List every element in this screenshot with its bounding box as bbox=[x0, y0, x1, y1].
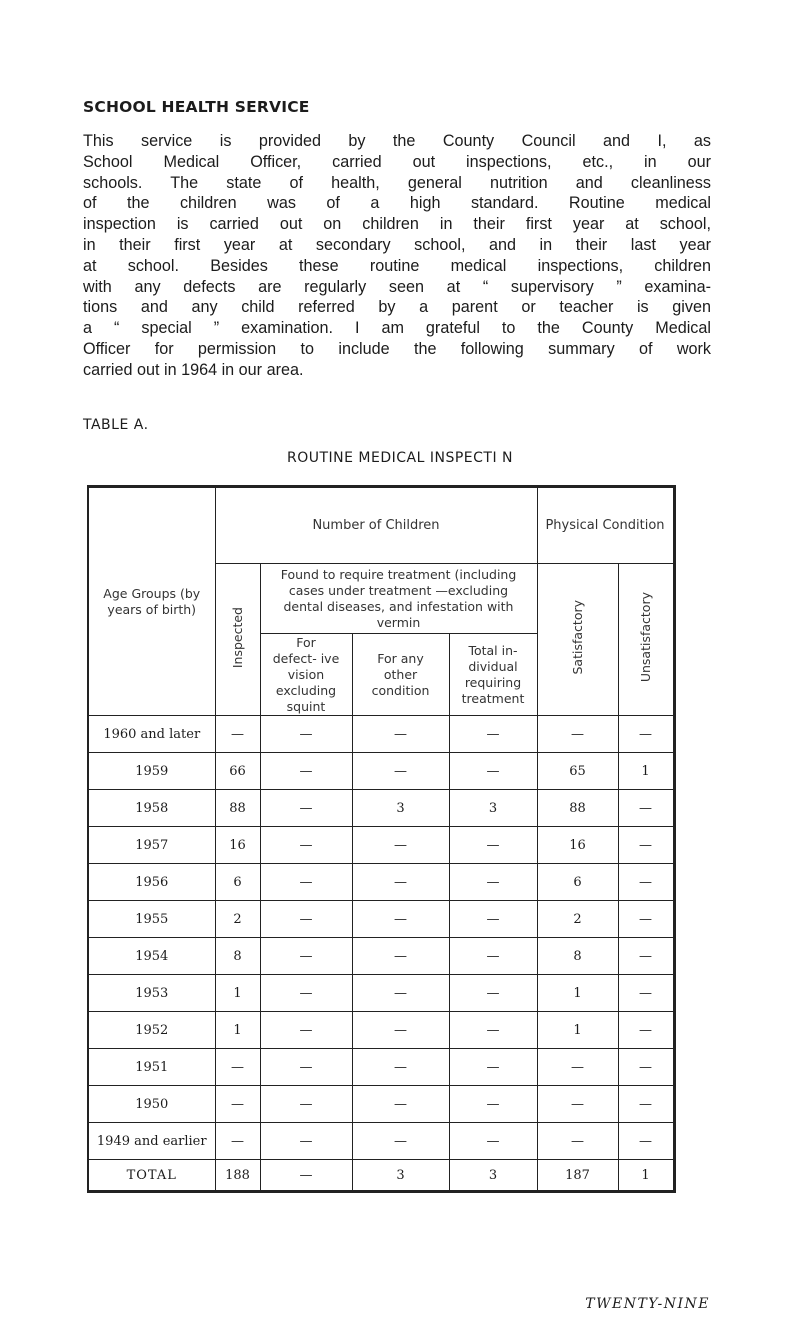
cell-age: 1957 bbox=[88, 827, 215, 864]
cell-satisfactory: 2 bbox=[537, 901, 618, 938]
cell-satisfactory: 1 bbox=[537, 1012, 618, 1049]
table-title: ROUTINE MEDICAL INSPECTI N bbox=[286, 450, 514, 466]
cell-total: 3 bbox=[449, 1160, 537, 1192]
cell-unsatisfactory: 1 bbox=[618, 1160, 674, 1192]
cell-other: — bbox=[352, 1012, 449, 1049]
cell-other: 3 bbox=[352, 790, 449, 827]
cell-age: 1951 bbox=[88, 1049, 215, 1086]
cell-total: — bbox=[449, 716, 537, 753]
header-defective-vision: For defect- ive vision excluding squint bbox=[260, 634, 352, 716]
cell-inspected: 6 bbox=[215, 864, 260, 901]
cell-inspected: 1 bbox=[215, 975, 260, 1012]
cell-other: 3 bbox=[352, 1160, 449, 1192]
cell-satisfactory: 1 bbox=[537, 975, 618, 1012]
cell-other: — bbox=[352, 716, 449, 753]
cell-unsatisfactory: — bbox=[618, 975, 674, 1012]
cell-vision: — bbox=[260, 975, 352, 1012]
cell-total: — bbox=[449, 864, 537, 901]
header-satisfactory bbox=[537, 564, 618, 716]
cell-inspected: 1 bbox=[215, 1012, 260, 1049]
cell-inspected: 16 bbox=[215, 827, 260, 864]
paragraph-line: carried out in 1964 in our area. bbox=[83, 360, 304, 379]
cell-satisfactory: — bbox=[537, 1086, 618, 1123]
paragraph-line: inspection is carried out on children in their first year at school, bbox=[83, 215, 711, 234]
cell-age: 1949 and earlier bbox=[88, 1123, 215, 1160]
header-satisfactory-label: Satisfactory bbox=[570, 600, 585, 675]
cell-total: — bbox=[449, 1049, 537, 1086]
paragraph-line: School Medical Officer, carried out inspections, etc., in our bbox=[83, 152, 711, 171]
table-row bbox=[88, 1012, 674, 1049]
cell-vision: — bbox=[260, 1086, 352, 1123]
cell-vision: — bbox=[260, 790, 352, 827]
cell-total: — bbox=[449, 1012, 537, 1049]
paragraph-line: with any defects are regularly seen at “ supervisory ” examina- bbox=[83, 277, 711, 296]
cell-satisfactory: 187 bbox=[537, 1160, 618, 1192]
cell-inspected: 66 bbox=[215, 753, 260, 790]
cell-other: — bbox=[352, 1086, 449, 1123]
section-heading: SCHOOL HEALTH SERVICE bbox=[83, 98, 310, 116]
cell-inspected: — bbox=[215, 716, 260, 753]
cell-age: 1958 bbox=[88, 790, 215, 827]
cell-age: 1956 bbox=[88, 864, 215, 901]
cell-unsatisfactory: — bbox=[618, 716, 674, 753]
cell-vision: — bbox=[260, 827, 352, 864]
cell-unsatisfactory: 1 bbox=[618, 753, 674, 790]
cell-vision: — bbox=[260, 938, 352, 975]
cell-total: — bbox=[449, 1086, 537, 1123]
cell-vision: — bbox=[260, 716, 352, 753]
cell-inspected: — bbox=[215, 1086, 260, 1123]
cell-satisfactory: 65 bbox=[537, 753, 618, 790]
table-label: TABLE A. bbox=[83, 417, 149, 433]
cell-inspected: — bbox=[215, 1123, 260, 1160]
cell-unsatisfactory: — bbox=[618, 864, 674, 901]
cell-inspected: 88 bbox=[215, 790, 260, 827]
intro-paragraph bbox=[83, 131, 711, 381]
cell-unsatisfactory: — bbox=[618, 1049, 674, 1086]
header-inspected bbox=[215, 564, 260, 716]
table-row bbox=[88, 1086, 674, 1123]
cell-unsatisfactory: — bbox=[618, 827, 674, 864]
paragraph-line: in their first year at secondary school, and in their last year bbox=[83, 235, 711, 254]
cell-vision: — bbox=[260, 864, 352, 901]
cell-other: — bbox=[352, 938, 449, 975]
table-row bbox=[88, 716, 674, 753]
table-row bbox=[88, 864, 674, 901]
cell-inspected: 8 bbox=[215, 938, 260, 975]
table-row bbox=[88, 901, 674, 938]
cell-satisfactory: 6 bbox=[537, 864, 618, 901]
cell-total: — bbox=[449, 975, 537, 1012]
table-row bbox=[88, 975, 674, 1012]
cell-other: — bbox=[352, 901, 449, 938]
paragraph-line: schools. The state of health, general nutrition and cleanliness bbox=[83, 173, 711, 192]
cell-vision: — bbox=[260, 901, 352, 938]
cell-age: 1960 and later bbox=[88, 716, 215, 753]
cell-unsatisfactory: — bbox=[618, 1012, 674, 1049]
cell-satisfactory: — bbox=[537, 1123, 618, 1160]
cell-vision: — bbox=[260, 1012, 352, 1049]
cell-other: — bbox=[352, 1123, 449, 1160]
cell-vision: — bbox=[260, 753, 352, 790]
cell-inspected: — bbox=[215, 1049, 260, 1086]
cell-unsatisfactory: — bbox=[618, 938, 674, 975]
cell-vision: — bbox=[260, 1123, 352, 1160]
paragraph-line: tions and any child referred by a parent or teacher is given bbox=[83, 298, 711, 317]
cell-age: 1952 bbox=[88, 1012, 215, 1049]
cell-satisfactory: 16 bbox=[537, 827, 618, 864]
cell-other: — bbox=[352, 827, 449, 864]
paragraph-line: of the children was of a high standard. Routine medical bbox=[83, 194, 711, 213]
table-row bbox=[88, 938, 674, 975]
cell-satisfactory: 8 bbox=[537, 938, 618, 975]
cell-total: — bbox=[449, 901, 537, 938]
header-other-condition: For any other condition bbox=[352, 634, 449, 716]
cell-unsatisfactory: — bbox=[618, 1123, 674, 1160]
header-number-of-children: Number of Children bbox=[215, 487, 537, 564]
cell-unsatisfactory: — bbox=[618, 901, 674, 938]
paragraph-line: a “ special ” examination. I am grateful to the County Medical bbox=[83, 319, 711, 338]
cell-other: — bbox=[352, 1049, 449, 1086]
page-number-footer: TWENTY-NINE bbox=[585, 1296, 710, 1312]
table-row bbox=[88, 1049, 674, 1086]
cell-inspected: 2 bbox=[215, 901, 260, 938]
table-row bbox=[88, 827, 674, 864]
cell-satisfactory: 88 bbox=[537, 790, 618, 827]
table-row bbox=[88, 753, 674, 790]
cell-total: 3 bbox=[449, 790, 537, 827]
cell-age: 1953 bbox=[88, 975, 215, 1012]
cell-age: 1950 bbox=[88, 1086, 215, 1123]
cell-age: 1955 bbox=[88, 901, 215, 938]
cell-unsatisfactory: — bbox=[618, 1086, 674, 1123]
table-row bbox=[88, 790, 674, 827]
header-age-groups: Age Groups (by years of birth) bbox=[88, 487, 215, 716]
cell-age: 1959 bbox=[88, 753, 215, 790]
cell-vision: — bbox=[260, 1160, 352, 1192]
cell-total: — bbox=[449, 753, 537, 790]
cell-total: — bbox=[449, 827, 537, 864]
table-row-total bbox=[88, 1160, 674, 1192]
cell-other: — bbox=[352, 753, 449, 790]
cell-age: TOTAL bbox=[88, 1160, 215, 1192]
header-unsatisfactory bbox=[618, 564, 674, 716]
header-unsatisfactory-label: Unsatisfactory bbox=[638, 592, 653, 683]
cell-unsatisfactory: — bbox=[618, 790, 674, 827]
cell-satisfactory: — bbox=[537, 1049, 618, 1086]
cell-other: — bbox=[352, 975, 449, 1012]
cell-total: — bbox=[449, 938, 537, 975]
cell-age: 1954 bbox=[88, 938, 215, 975]
paragraph-line: This service is provided by the County Council and I, as bbox=[83, 132, 711, 150]
cell-inspected: 188 bbox=[215, 1160, 260, 1192]
cell-other: — bbox=[352, 864, 449, 901]
paragraph-line: Officer for permission to include the following summary of work bbox=[83, 339, 711, 358]
cell-total: — bbox=[449, 1123, 537, 1160]
header-total-individual: Total in- dividual requiring treatment bbox=[449, 634, 537, 716]
table-row bbox=[88, 1123, 674, 1160]
header-found-to-require: Found to require treatment (including cases under treatment —excluding dental diseases, and infestation with vermin bbox=[260, 564, 537, 634]
cell-satisfactory: — bbox=[537, 716, 618, 753]
paragraph-line: at school. Besides these routine medical inspections, children bbox=[83, 256, 711, 275]
cell-vision: — bbox=[260, 1049, 352, 1086]
routine-inspection-table bbox=[87, 485, 676, 1193]
header-physical-condition: Physical Condition bbox=[537, 487, 674, 564]
header-inspected-label: Inspected bbox=[230, 606, 245, 669]
